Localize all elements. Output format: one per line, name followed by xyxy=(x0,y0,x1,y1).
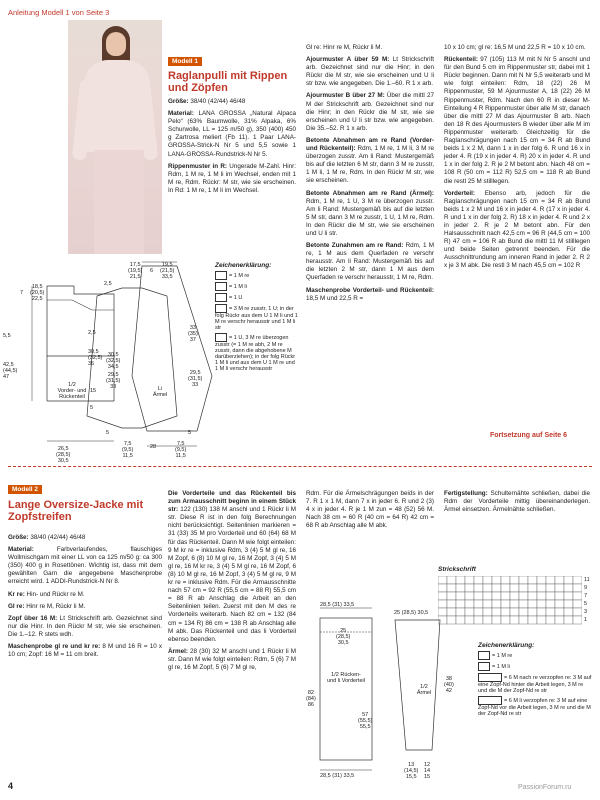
yarn-over-icon xyxy=(215,293,227,302)
dim-label: 82 (84) 86 xyxy=(306,690,316,708)
sleeve-label-m1: Li Ärmel xyxy=(152,386,168,398)
grid-cell xyxy=(501,592,510,600)
grid-cell xyxy=(483,576,492,584)
row-number: 3 xyxy=(584,609,588,615)
grid-cell xyxy=(519,584,528,592)
grid-cell xyxy=(456,584,465,592)
dim-label: 28,5 (31) 33,5 xyxy=(320,602,355,608)
paragraph xyxy=(306,92,434,132)
grid-cell xyxy=(564,600,573,608)
material-label: Material: xyxy=(168,110,194,118)
decrease-right-icon xyxy=(215,304,227,313)
dim-label: 28,5 (31) 33,5 xyxy=(320,773,355,779)
paragraph-text: Gl re: Hinr re M, Rückr li M. xyxy=(306,44,383,51)
grid-cell xyxy=(447,576,456,584)
grid-cell xyxy=(492,576,501,584)
model1-header xyxy=(168,50,298,94)
model2-col2: Die Vorderteile und das Rückenteil bis zum Armausschnitt beginn in einem Stück str: 122 (130) 138 M anschl und 1 Rückr li M str. Diese R ist in den folg Berechnungen nicht berücksichtigt. Seitenlinien markieren = 31 (33) 35 M pro Vorderteil und 60 (64) 68 M für das Rückenteil. Dann M wie folgt einteilen: 9 M kr re = inklusive Rdm, 3 (4) 5 M gl re, 16 M Zopf, 6 (8) 10 M gl re, 16 M Zopf, 3 (4) 5 M gl re, 16 M kr re, 3 (4) 5 M gl re, 16 M Zopf, 6 (8) 10 M gl re, 16 M Zopf, 3 (4) 5 M gl re, 9 M kr re = inklusive Rdm. Für die Armausschnitte nach 57 cm = 92 R (55,5 cm = 88 R) 55,5 cm = 88 R ab Anschlag die Arbeit an den Seitenlinien teilen. Zuerst mit den M des re Vorderteils weiterarb. Nach 82 cm = 132 (84 cm = 134 R) 86 cm = 138 R ab Anschlag alle M abk. Das Rückenteil und das li Vorderteil ebenso beenden. Ärmel: 28 (30) 32 M anschl und 1 Rückr li M str. Dann M wie folgt einteilen: Rdm, 5 (6) 7 M gl re, 16 M Zopf, 5 (6) 7 M gl re, xyxy=(168,490,297,671)
grid-cell xyxy=(546,576,555,584)
grid-cell xyxy=(528,616,537,624)
grid-cell xyxy=(465,576,474,584)
model2-title: Lange Oversize-Jacke mit Zopfstreifen xyxy=(8,499,144,523)
grid-cell xyxy=(492,592,501,600)
body-label-m1: 1/2 Vorder- und Rückenteil xyxy=(57,382,87,400)
grid-cell xyxy=(465,584,474,592)
model1-tag: Modell 1 xyxy=(168,57,202,66)
dim-label: 15 xyxy=(90,388,97,394)
dim-label: 30,5 (32,5) 35 xyxy=(88,349,103,367)
row-number: 1 xyxy=(584,617,588,623)
dim-label: 2,5 xyxy=(88,330,96,336)
paragraph-label: Rückenteil: xyxy=(444,56,481,64)
paragraph xyxy=(306,44,434,52)
grid-cell xyxy=(555,592,564,600)
paragraph-text: Ebenso arb, jedoch für die Raglanschrägungen nach 15 cm = 34 R ab Bund beids 1 x 2 M und 16 x in jeder 4. R (17 x in jeder 4. R und 1 x in der folg 2. R) 18 x in jeder 4. R und 2 x in jeder 2. R je 2 M betont abn. Für den Halsausschnitt nach 42,5 cm = 96 R (44,5 cm = 100 R) 47 cm = 106 R ab Bund die mittl 11 M stilllegen und beide Seiten getrennt beenden. Für die Ausschnittrundung am inneren Rand in jeder 2. R 2 x je 3 M abk. Die restl 3 M nach 45,5 cm = 102 R xyxy=(444,189,590,270)
paragraph xyxy=(444,190,590,271)
model1-title: Raglanpulli mit Rippen und Zöpfen xyxy=(168,70,288,94)
section-label: Anleitung Modell 1 von Seite 3 xyxy=(8,8,110,17)
material-text: LANA GROSSA „Natural Alpaca Pelo“ (63% Baumwolle, 31% Alpaka, 6% Schurwolle, LL = 125 m/50 g), 350 (400) 450 g Zartrosa meliert (Fb 11). 1 Paar LANA-GROSSA-Strick-N Nr 5 und 5,5 sowie 1 LANA-GROSSA-Rundstrick-N Nr 5. xyxy=(168,110,297,158)
paragraph-text: Rdm, 1 M re, 1 U, 3 M re überzogen zusstr. Am li Rand: Mustergemäß bis auf die letzten 5 M str, dann 3 M re zusstr, 1 U, 1 M re, Rdm. In den Rückr die M str, wie sie erscheinen und U li str. xyxy=(306,197,434,237)
grid-cell xyxy=(474,592,483,600)
grid-cell xyxy=(555,608,564,616)
dim-label: 5 xyxy=(90,405,94,411)
grid-cell xyxy=(510,600,519,608)
legend-model2: Zeichenerklärung: = 1 M re = 1 M li = 6 M nach re verzopfen re: 3 M auf eine Zopf-Nd hinter die Arbeit legen, 3 M re und die M der Zopf-Nd re str = 6 M li verzopfen re: 3 M auf eine Zopf-Nd vor die Arbeit legen, 3 M re und die M der Zopf-Nd re str xyxy=(478,642,592,717)
paragraph-text: Rdm, 1 M re, 1 M aus dem Querfaden re verschr herausstr. Am li Rand: Mustergemäß bis auf die letzten 2 M str, dann 1 M aus dem Querfaden re verschr herausstr, 1 M re, Rdm. xyxy=(306,242,434,282)
grid-cell xyxy=(501,576,510,584)
grid-cell xyxy=(555,584,564,592)
fortsetzung-link[interactable]: Fortsetzung auf Seite 6 xyxy=(490,432,568,439)
grid-cell xyxy=(573,592,582,600)
legend-model1: Zeichenerklärung: = 1 M re = 1 M li = 1 U = 3 M re zusstr, 1 U; in der folg Rückr aus dem U 1 M li und 1 M re verschr herausstr und 1 M li str = 1 U, 3 M re überzogen zusstr (= 1 M re abh, 2 M re zusstr, dann die abgehobene M darüberziehen); in der folg Rückr 1 M li und aus dem U 1 M re und 1 M li verschr herausstr xyxy=(215,262,298,372)
dim-label: 57 (55,5) 55,5 xyxy=(358,712,373,730)
grid-cell xyxy=(483,616,492,624)
grid-cell xyxy=(528,576,537,584)
dim-label: 29,5 (31,5) 33 xyxy=(106,372,121,390)
grid-cell xyxy=(465,592,474,600)
grid-cell xyxy=(546,608,555,616)
grid-cell xyxy=(492,616,501,624)
model2-tag: Modell 2 xyxy=(8,485,42,494)
grid-cell xyxy=(483,600,492,608)
grid-cell xyxy=(474,576,483,584)
dim-label: 28 xyxy=(150,444,157,450)
grid-cell xyxy=(546,616,555,624)
dim-label: 29,5 (31,5) 33 xyxy=(188,370,203,388)
dim-label: 25 (28,5) 30,5 xyxy=(394,610,429,616)
dim-label: 38 (40) 42 xyxy=(444,676,454,694)
dim-label: 5 xyxy=(188,430,192,436)
grid-cell xyxy=(537,592,546,600)
purl-symbol-icon xyxy=(215,282,227,291)
grid-cell xyxy=(564,592,573,600)
strickschrift-title: Strickschrift xyxy=(438,566,476,573)
grid-cell xyxy=(438,592,447,600)
grid-cell xyxy=(519,608,528,616)
grid-cell xyxy=(528,608,537,616)
dim-label: 5,5 xyxy=(3,333,11,339)
grid-cell xyxy=(474,584,483,592)
grid-cell xyxy=(555,600,564,608)
grid-cell xyxy=(528,584,537,592)
model2-header xyxy=(8,478,158,523)
grid-cell xyxy=(537,576,546,584)
dim-label: 6 xyxy=(150,268,154,274)
paragraph-label: Ajourmuster A über 59 M: xyxy=(306,56,393,64)
grid-cell xyxy=(564,584,573,592)
dim-label: 30,5 (32,5) 34,5 xyxy=(106,352,121,370)
paragraph-text: 10 x 10 cm; gl re: 16,5 M und 22,5 R = 10 x 10 cm. xyxy=(444,44,586,51)
dim-label: 25 (28,5) 30,5 xyxy=(336,628,351,646)
grid-cell xyxy=(510,576,519,584)
dim-label: 19,5 (21,5) 33,5 xyxy=(160,262,175,280)
row-number: 11 xyxy=(584,577,590,583)
rippen-text: Ungerade M-Zahl. Hinr: Rdm, 1 M re, 1 M li im Wechsel, enden mit 1 M re, Rdm. Rückr: M str, wie sie erscheinen. In Rd: 1 M re, 1 M li im Wechsel. xyxy=(168,162,297,194)
model1-col1 xyxy=(168,98,296,199)
decrease-left-icon xyxy=(215,333,227,342)
knit-symbol-icon xyxy=(215,271,227,280)
model1-col2 xyxy=(306,44,434,307)
grid-cell xyxy=(546,584,555,592)
paragraph-text: 18,5 M und 22,5 R = xyxy=(306,294,364,302)
dim-label: 7 xyxy=(20,290,24,296)
section-divider xyxy=(8,466,592,467)
model1-col3 xyxy=(444,44,590,275)
dim-label: 2,5 xyxy=(104,281,112,287)
paragraph-text: 97 (105) 113 M mit N Nr 5 anschl und für den Bund 5 cm im Rippenmuster str, dabei mit 1 Rückr beginnen. Dann mit N Nr 5,5 weiterarb und M wie folgt einteilen: Rdm, 18 (22) 26 M Rippenmuster, 59 M Ajourmuster A, 18 (22) 26 M Rippenmuster, Rdm. Nach den 60 R in dieser M-Einteilung 4 R Rippenmuster über alle M str, danach über die mittl 27 M das Ajourmuster B arb. Nach den 18 R des Ajourmusters B wieder über alle M im Rippenmuster weiterarb. Gleichzeitig für die Raglanschrägungen nach 15 cm = 34 R ab Bund beids 1 x 2 M, dann 1 x in der folg 6. R und 16 x in jeder 4. R (19 x in jeder 4. R) 20 x in jeder 4. R und 1 x in der folg 2. R je 2 M betont abn. Nach 48 cm = 108 R (50 cm = 112 R) 52,5 cm = 118 R ab Bund die restl 25 M stilllegen. xyxy=(444,56,590,185)
grid-cell xyxy=(501,600,510,608)
paragraph-label: Ajourmuster B über 27 M: xyxy=(306,92,387,100)
row-number: 7 xyxy=(584,593,588,599)
dim-label: 26,5 (28,5) 30,5 xyxy=(56,446,71,464)
model2-col4: Fertigstellung: Schulternähte schließen, dabei die Rdm der Vorderteile mittig übereinanderlegen. Ärmel einsetzen. Ärmelnähte schließen. xyxy=(444,490,591,514)
paragraph xyxy=(306,56,434,88)
rippen-label: Rippenmuster in R: xyxy=(168,162,228,170)
grid-cell xyxy=(510,608,519,616)
legend-title: Zeichenerklärung: xyxy=(215,262,272,269)
paragraph xyxy=(306,190,434,239)
grid-cell xyxy=(537,584,546,592)
grid-cell xyxy=(528,600,537,608)
model-photo xyxy=(68,20,162,254)
grid-cell xyxy=(573,576,582,584)
cable-left-icon xyxy=(478,696,502,705)
cable-right-icon xyxy=(478,673,502,682)
dim-label: 33 (35) 37 xyxy=(188,325,198,343)
grid-cell xyxy=(537,608,546,616)
row-number: 9 xyxy=(584,585,588,591)
grid-cell xyxy=(573,584,582,592)
paragraph-label: Betonte Abnahmen am re Rand (Vorder- und Rückenteil): xyxy=(306,136,434,153)
groesse-value: 38/40 (42/44) 46/48 xyxy=(190,98,246,105)
grid-cell xyxy=(564,576,573,584)
row-number: 5 xyxy=(584,601,588,607)
dim-label: 18,5 (20,5) 22,5 xyxy=(30,284,45,302)
grid-cell xyxy=(510,584,519,592)
grid-cell xyxy=(528,592,537,600)
dim-label: 17,5 (19,5) 21,5 xyxy=(128,262,143,280)
paragraph xyxy=(306,287,434,303)
grid-cell xyxy=(510,592,519,600)
body-label-m2: 1/2 Rücken- und li Vorderteil xyxy=(327,672,365,684)
grid-cell xyxy=(456,592,465,600)
grid-cell xyxy=(447,584,456,592)
dim-label: 7,5 (9,5) 11,5 xyxy=(122,441,134,459)
dim-label: 5 xyxy=(106,430,110,436)
grid-cell xyxy=(438,576,447,584)
row-numbers xyxy=(584,576,590,624)
paragraph-text: Rdm, 1 M re, 1 M li, 3 M re überzogen zusstr. Am li Rand: Mustergemäß bis auf die letzten 6 M str, dann 3 M re zusstr, 1 M li, 1 M re, Rdm. In den Rückr M str, wie sie erscheinen. xyxy=(306,145,434,185)
grid-cell xyxy=(501,584,510,592)
model2-col1: Größe: 38/40 (42/44) 46/48 Material: Farbverlaufendes, flauschiges Wollmischgarn mit einer LL von ca 125 m/50 g: ca 300 (350) 400 g in Rosettönen. Wichtig ist, dass mit dem gewählten Garn die angegebene Maschenprobe erreicht wird. 1 ADDI-Rundstrick-N Nr 8. Kr re: Hin- und Rückr re M. Gl re: Hinr re M, Rückr li M. Zopf über 16 M: Lt Strickschrift arb. Gezeichnet sind nur die Hinr. In den Rückr M str, wie sie erscheinen. Die 1.–12. R stets wdh. Maschenprobe gl re und kr re: 8 M und 16 R = 10 x 10 cm; Zopf: 16 M = 11 cm breit. xyxy=(8,534,162,659)
groesse-label: Größe: xyxy=(168,98,189,105)
dim-label: 12 14 15 xyxy=(424,762,431,780)
grid-cell xyxy=(447,592,456,600)
grid-cell xyxy=(519,616,528,624)
grid-cell xyxy=(492,608,501,616)
paragraph xyxy=(444,44,590,52)
page-number: 4 xyxy=(8,781,14,791)
grid-cell xyxy=(519,600,528,608)
dim-label: 42,5 (44,5) 47 xyxy=(3,362,18,380)
grid-cell xyxy=(501,616,510,624)
paragraph-text: Lt Strickschrift arb. Gezeichnet sind nur die Hinr; in den Rückr die M str, wie sie erscheinen und U li str bzw. wie angegeben. Die 1.–60. R 1 x arb. xyxy=(306,56,434,88)
model2-col3: Rdm. Für die Ärmelschrägungen beids in der 7. R 1 x 1 M, dann 7 x in jeder 6. R und 2 (3) 4 x in jeder 4. R je 1 M zun = 48 (52) 56 M. Nach 38 cm = 60 R (40 cm = 64 R) 42 cm = 68 R ab Anschlag alle M abk. xyxy=(306,490,434,530)
grid-cell xyxy=(537,616,546,624)
grid-cell xyxy=(546,600,555,608)
grid-cell xyxy=(564,608,573,616)
paragraph-text: Über die mittl 27 M der Strickschrift arb. Gezeichnet sind nur die Hinr; in den Rückr die M str, wie sie erscheinen und U li str bzw. wie angegeben. Die 35.–52. R 1 x arb. xyxy=(306,92,434,132)
sleeve-label-m2: 1/2 Ärmel xyxy=(416,684,432,696)
dim-label: 7,5 (9,5) 11,5 xyxy=(175,441,187,459)
grid-cell xyxy=(573,616,582,624)
grid-cell xyxy=(555,576,564,584)
grid-cell xyxy=(492,584,501,592)
grid-cell xyxy=(573,600,582,608)
grid-cell xyxy=(456,576,465,584)
grid-cell xyxy=(483,592,492,600)
grid-cell xyxy=(537,600,546,608)
paragraph-label: Betonte Abnahmen am re Rand (Ärmel): xyxy=(306,189,434,197)
grid-cell xyxy=(501,608,510,616)
grid-cell xyxy=(555,616,564,624)
grid-cell xyxy=(546,592,555,600)
paragraph-label: Betonte Zunahmen am re Rand: xyxy=(306,242,406,250)
grid-cell xyxy=(483,608,492,616)
grid-cell xyxy=(519,576,528,584)
paragraph xyxy=(306,137,434,186)
paragraph xyxy=(306,242,434,282)
grid-cell xyxy=(573,608,582,616)
paragraph-label: Maschenprobe Vorderteil- und Rückenteil: xyxy=(306,286,434,294)
grid-cell xyxy=(519,592,528,600)
site-watermark: PassionForum.ru xyxy=(518,784,572,791)
paragraph-label: Vorderteil: xyxy=(444,189,485,197)
grid-cell xyxy=(483,584,492,592)
grid-cell xyxy=(492,600,501,608)
grid-cell xyxy=(510,616,519,624)
dim-label: 13 (14,5) 15,5 xyxy=(404,762,419,780)
grid-cell xyxy=(564,616,573,624)
grid-cell xyxy=(438,584,447,592)
paragraph xyxy=(444,56,590,186)
